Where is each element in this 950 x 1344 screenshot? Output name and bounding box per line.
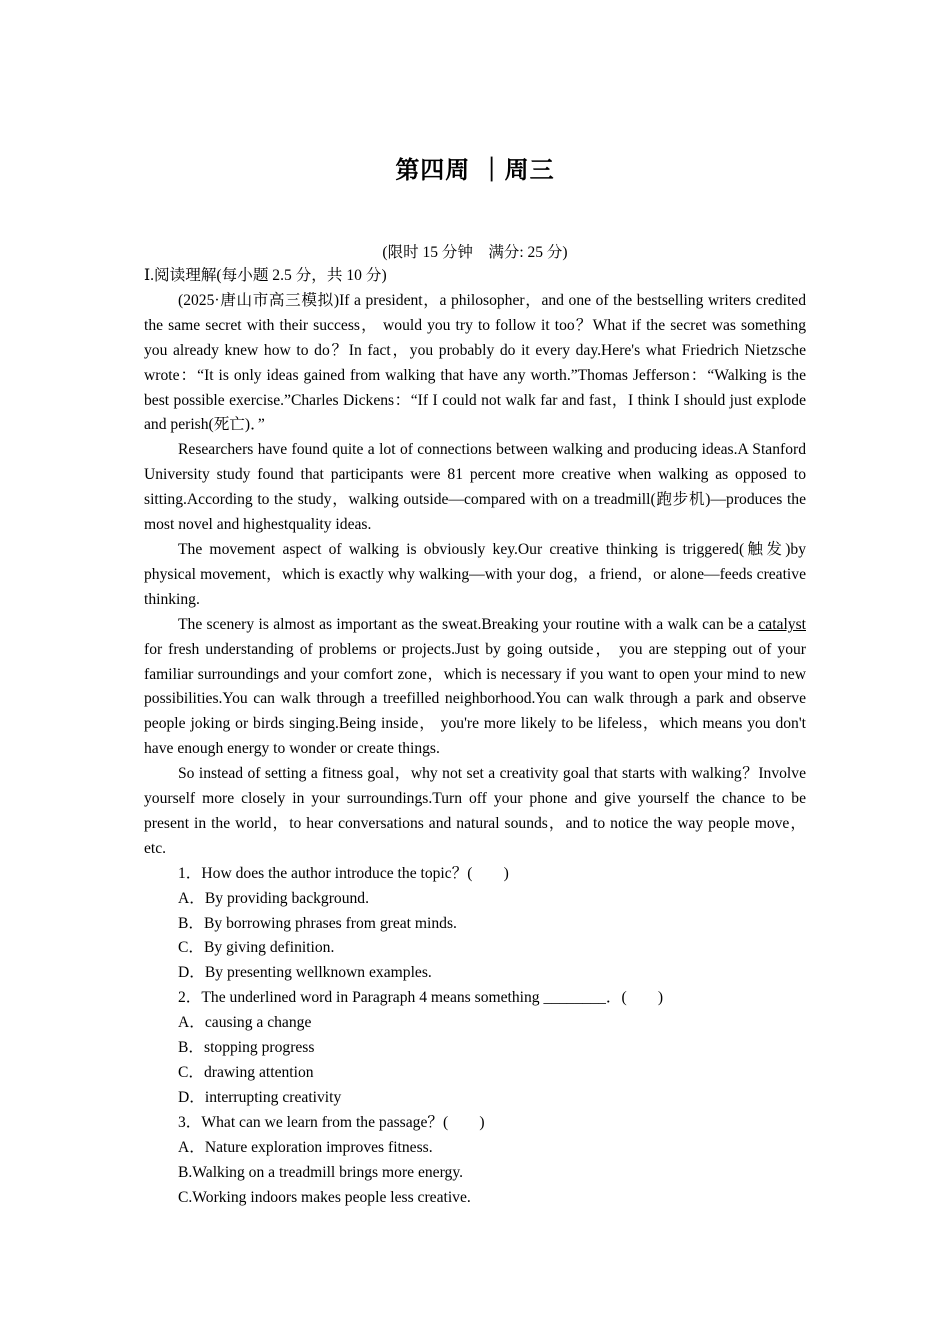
time-limit-note: (限时 15 分钟 满分: 25 分) (382, 244, 568, 261)
question-2-option-d: D．interrupting creativity (178, 1088, 342, 1106)
question-2-option-a: A．causing a change (178, 1014, 312, 1032)
passage-paragraph-4 (144, 613, 806, 762)
passage-paragraph-3: The movement aspect of walking is obviously key.Our creative thinking is triggered(触发)by physical movement，which is exactly why walking—with your dog，a friend，or alone—feeds creative thinking. (144, 540, 806, 608)
question-1-option-d: D．By presenting wellknown examples. (178, 964, 432, 982)
question-1-option-a: A．By providing background. (178, 889, 370, 907)
document-body (144, 264, 806, 1210)
question-3-option-a: A．Nature exploration improves fitness. (178, 1138, 433, 1156)
page-title: 第四周 ｜周三 (395, 156, 555, 184)
passage-paragraph-1: (2025·唐山市高三模拟)If a president，a philosopher，and one of the bestselling writers credited the same secret with their success， would you try to follow it too？What if the secret was something you already knew how to do？In fact，you probably do it every day.Here's what Friedrich Nietzsche wrote：“It is only ideas gained from walking that have any worth.”Thomas Jefferson：“Walking is the best possible exercise.”Charles Dickens：“If I could not walk far and fast，I think I should just explode and perish(死亡)．” (144, 291, 806, 434)
underlined-word: catalyst (758, 615, 806, 633)
question-3-option-c: C.Working indoors makes people less creative. (178, 1188, 471, 1206)
question-2-option-b: B．stopping progress (178, 1039, 315, 1057)
paragraph-4-rest: for fresh understanding of problems or projects.Just by going outside， you are stepping out of your familiar surroundings and your comfort zone，which is necessary if you want to open your mind to new possibilities.You can walk through a treefilled neighborhood.You can walk through a park and observe people joking or birds singing.Being inside， you're more likely to be lifeless，which means you don't have enough energy to wonder or create things. (144, 640, 806, 758)
question-2: 2．The underlined word in Paragraph 4 means something ________．( ) (178, 989, 664, 1007)
passage-paragraph-2: Researchers have found quite a lot of connections between walking and producing ideas.A Stanford University study found that participants were 81 percent more creative when walking as opposed to sitting.According to the study，walking outside—compared with on a treadmill(跑步机)—produces the most novel and highestquality ideas. (144, 441, 806, 534)
question-3-option-b: B.Walking on a treadmill brings more energy. (178, 1163, 463, 1181)
passage-paragraph-5: So instead of setting a fitness goal，why not set a creativity goal that starts with walking？Involve yourself more closely in your surroundings.Turn off your phone and give yourself the chance to be present in the world，to hear conversations and natural sounds，and to notice the way people move，etc. (144, 765, 806, 857)
question-2-option-c: C．drawing attention (178, 1064, 314, 1081)
section-heading: Ⅰ.阅读理解(每小题 2.5 分，共 10 分) (144, 267, 387, 284)
paragraph-4-start: The scenery is almost as important as the sweat.Breaking your routine with a walk can be a (178, 615, 759, 633)
question-1-option-b: B．By borrowing phrases from great minds. (178, 914, 457, 932)
question-3: 3．What can we learn from the passage？( ) (178, 1113, 485, 1131)
question-1-option-c: C．By giving definition. (178, 939, 335, 957)
question-1: 1．How does the author introduce the topic？( ) (178, 864, 509, 882)
